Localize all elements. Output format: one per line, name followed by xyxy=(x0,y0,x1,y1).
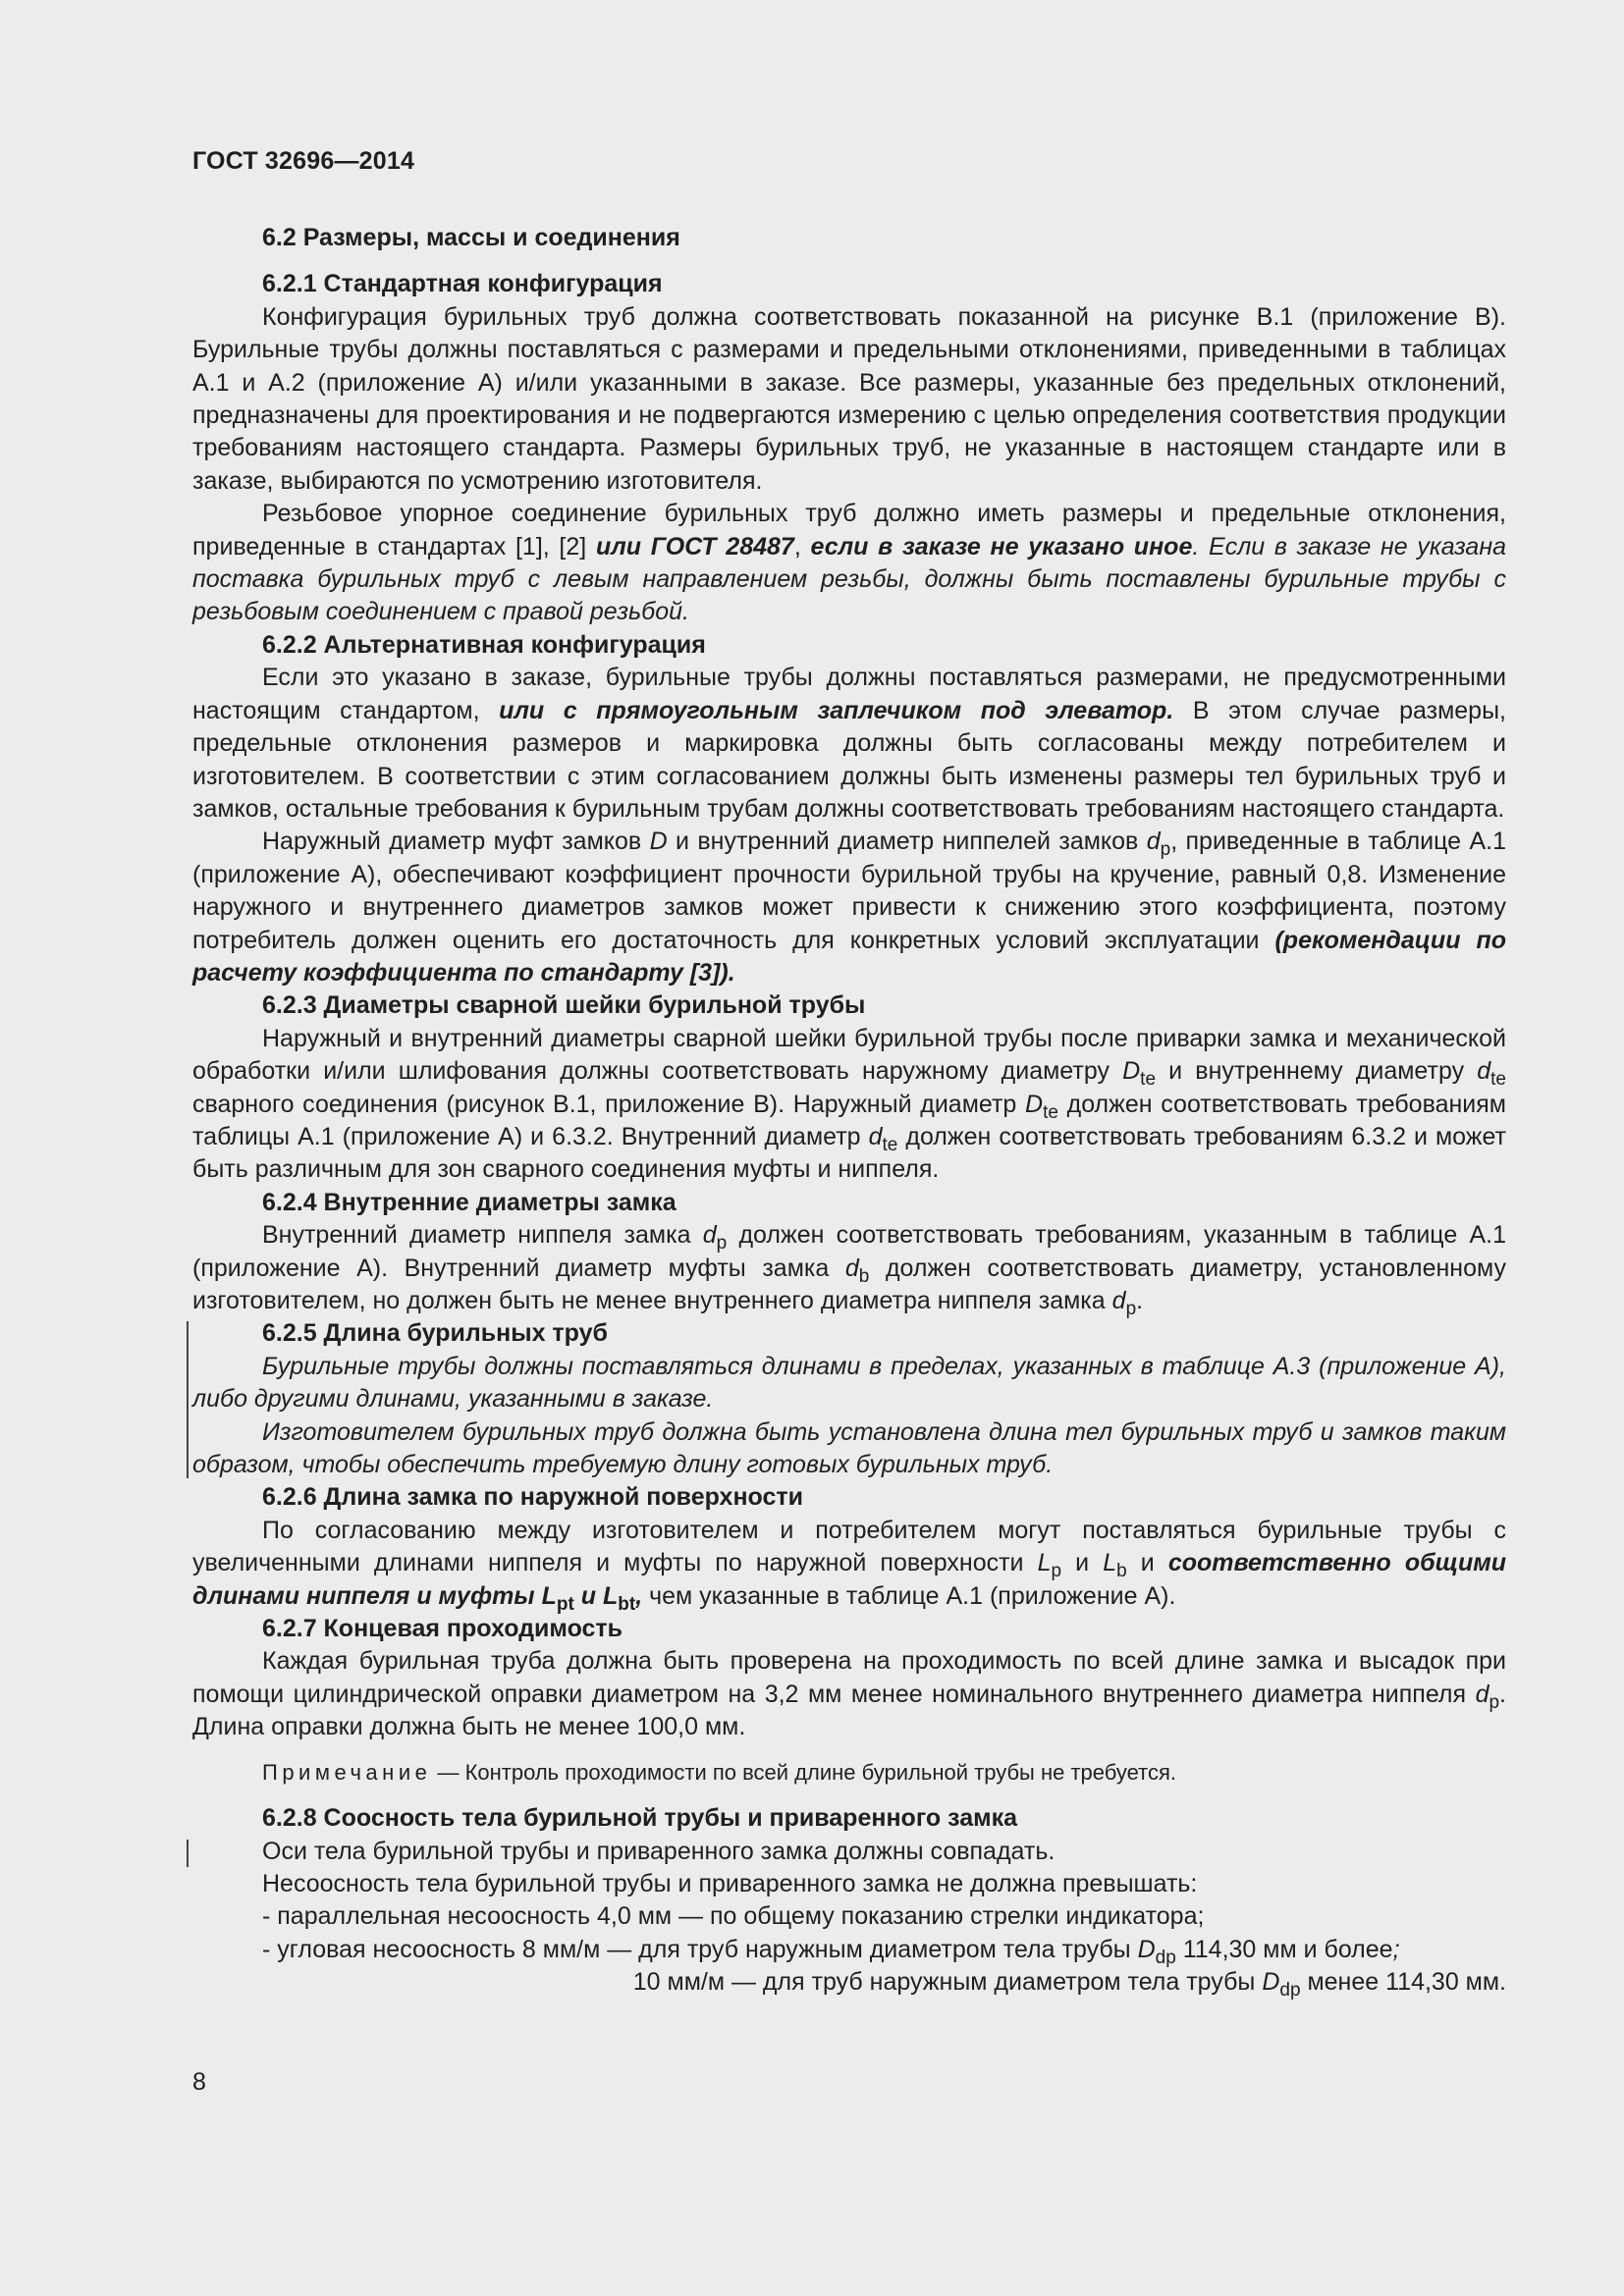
note: Примечание — Контроль проходимости по всей длине бурильной трубы не требуется. xyxy=(262,1759,1176,1785)
section-6-2-3-title: 6.2.3 Диаметры сварной шейки бурильной трубы xyxy=(262,991,866,1020)
paragraph: Если это указано в заказе, бурильные трубы должны поставляться размерами, не предусмотренными настоящим стандартом, или с прямоугольным заплечиком под элеватор. В этом случае размеры, предельные отклонения размеров и маркировка должны быть согласованы между потребителем и изготовителем. В соответствии с этим согласованием должны быть изменены размеры тел бурильных труб и замков, остальные требования к бурильным трубам должны соответствовать требованиям настоящего стандарта. xyxy=(192,664,1507,823)
paragraph: Несоосность тела бурильной трубы и приваренного замка не должна превышать: xyxy=(262,1869,1198,1897)
paragraph: По согласованию между изготовителем и потребителем могут поставляться бурильные трубы с увеличенными длинами ниппеля и муфты по наружной поверхности $L_p$ и $L_b$ и соответственно общими длинами ниппеля и муфты $L_{pt}$ и $L_{bt}$, чем указанные в таблице А.1 (приложение А). xyxy=(192,1516,1506,1615)
change-bar xyxy=(187,1321,189,1478)
changed-block-6-2-5 xyxy=(192,1317,1506,1481)
list-item: - угловая несоосность 8 мм/м — для труб наружным диаметром тела трубы $D_{dp}$ 114,30 мм и более; xyxy=(262,1935,1400,1968)
section-6-2-6-title: 6.2.6 Длина замка по наружной поверхности xyxy=(262,1483,804,1512)
section-6-2-title: 6.2 Размеры, массы и соединения xyxy=(262,224,680,251)
section-6-2-4-title: 6.2.4 Внутренние диаметры замка xyxy=(262,1188,677,1216)
list-item-continuation: 10 мм/м — для труб наружным диаметром тела трубы $D_{dp}$ менее 114,30 мм. xyxy=(632,1968,1506,2002)
paragraph: Наружный диаметр муфт замков D и внутренний диаметр ниппелей замков $d_p$, приведенные в таблице А.1 (приложение А), обеспечивают коэффициент прочности бурильной трубы на кручение, равный 0,8. Изменение наружного и внутреннего диаметров замков может привести к снижению этого коэффициента, поэтому потребитель должен оценить его достаточность для конкретных условий эксплуатации (рекомендации по расчету коэффициента по стандарту [3]). xyxy=(192,828,1506,987)
section-6-2-7-title: 6.2.7 Концевая проходимость xyxy=(262,1615,623,1643)
paragraph: Внутренний диаметр ниппеля замка $d_p$ должен соответствовать требованиям, указанным в таблице А.1 (приложение А). Внутренний диаметр муфты замка $d_b$ должен соответствовать диаметру, установленному изготовителем, но должен быть не менее внутреннего диаметра ниппеля замка $d_p$. xyxy=(192,1221,1506,1319)
section-6-2-2-title: 6.2.2 Альтернативная конфигурация xyxy=(262,630,706,659)
section-6-2-8-title: 6.2.8 Соосность тела бурильной трубы и приваренного замка xyxy=(262,1804,1018,1833)
changed-line xyxy=(192,1836,1506,1868)
paragraph: Резьбовое упорное соединение бурильных труб должно иметь размеры и предельные отклонения, приведенные в стандартах [1], [2] или ГОСТ 28487, если в заказе не указано иное. Если в заказе не указана поставка бурильных труб с левым направлением резьбы, должны быть поставлены бурильные трубы с резьбовым соединением с правой резьбой. xyxy=(192,500,1506,626)
list-item: - параллельная несоосность 4,0 мм — по общему показанию стрелки индикатора; xyxy=(262,1902,1205,1931)
paragraph: Изготовителем бурильных труб должна быть установлена длина тел бурильных труб и замков таким образом, чтобы обеспечить требуемую длину готовых бурильных труб. xyxy=(192,1417,1506,1479)
paragraph: Конфигурация бурильных труб должна соответствовать показанной на рисунке В.1 (приложение В). Бурильные трубы должны поставляться с размерами и предельными отклонениями, приведенными в таблицах А.1 и А.2 (приложение А) и/или указанными в заказе. Все размеры, указанные без предельных отклонений, предназначены для проектирования и не подвергаются измерению с целью определения соответствия продукции требованиям настоящего стандарта. Размеры бурильных труб, не указанные в настоящем стандарте или в заказе, выбираются по усмотрению изготовителя. xyxy=(192,302,1506,495)
document-body xyxy=(192,222,1506,2000)
section-6-2-1-title: 6.2.1 Стандартная конфигурация xyxy=(262,270,663,298)
change-bar xyxy=(187,1840,189,1867)
paragraph: Оси тела бурильной трубы и приваренного замка должны совпадать. xyxy=(262,1837,1056,1865)
paragraph: Каждая бурильная труба должна быть проверена на проходимость по всей длине замка и высадок при помощи цилиндрической оправки диаметром на 3,2 мм менее номинального внутреннего диаметра ниппеля $d_p$. Длина оправки должна быть не менее 100,0 мм. xyxy=(192,1647,1506,1741)
paragraph: Наружный и внутренний диаметры сварной шейки бурильной трубы после приварки замка и механической обработки и/или шлифования должны соответствовать наружному диаметру $D_{te}$ и внутреннему диаметру $d_{te}$ сварного соединения (рисунок В.1, приложение В). Наружный диаметр $D_{te}$ должен соответствовать требованиям таблицы А.1 (приложение А) и 6.3.2. Внутренний диаметр $d_{te}$ должен соответствовать требованиям 6.3.2 и может быть различным для зон сварного соединения муфты и ниппеля. xyxy=(192,1024,1507,1184)
note-label: Примечание xyxy=(262,1759,432,1785)
paragraph: Бурильные трубы должны поставляться длинами в пределах, указанных в таблице А.3 (приложение А), либо другими длинами, указанными в заказе. xyxy=(192,1352,1506,1414)
page-number: 8 xyxy=(192,2068,206,2096)
document-header: ГОСТ 32696—2014 xyxy=(192,147,415,175)
section-6-2-5-title: 6.2.5 Длина бурильных труб xyxy=(262,1319,608,1348)
